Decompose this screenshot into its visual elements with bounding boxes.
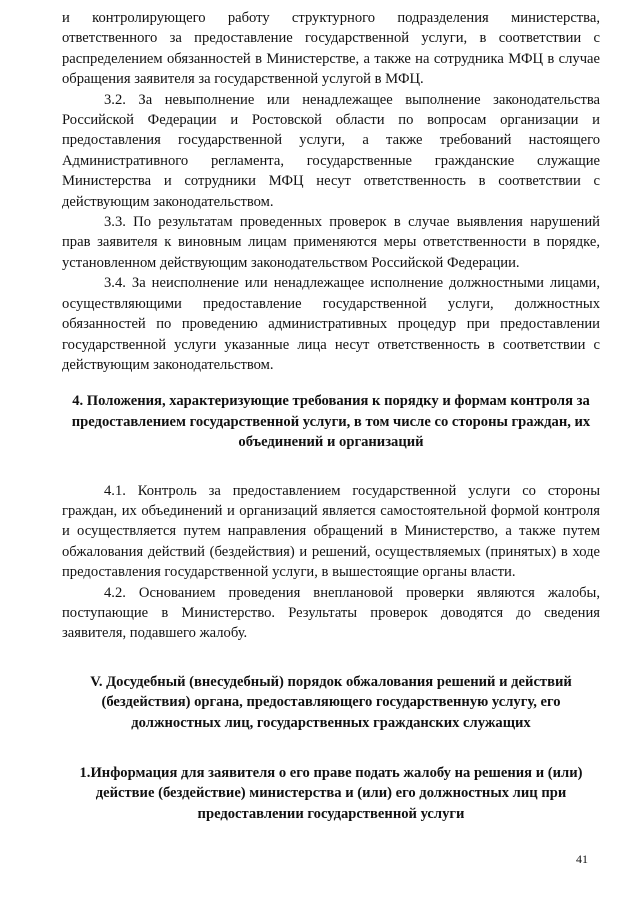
paragraph-3-3: 3.3. По результатам проведенных проверок в случае выявления нарушений прав заявителя к виновным лицам применяются меры ответственности в порядке, установленном действующим законодательством Российской Федерации. xyxy=(62,214,600,271)
section-heading-v: V. Досудебный (внесудебный) порядок обжалования решений и действий (бездействия) органа, предоставляющего государственную услугу, его должностных лиц, государственных гражданских служащих xyxy=(90,673,572,731)
paragraph-continuation: и контролирующего работу структурного подразделения министерства, ответственного за предоставление государственной услуги, в соответствии с распределением обязанностей в Министерстве, а также на сотрудника МФЦ в случае обращения заявителя за государственной услугой в МФЦ. xyxy=(62,10,600,88)
paragraph-4-1: 4.1. Контроль за предоставлением государственной услуги со стороны граждан, их объединений и организаций является самостоятельной формой контроля и осуществляется путем направления обращений в Министерство, а также путем обжалования действий (бездействия) и решений, осуществляемых (принятых) в ходе предоставления государственной услуги, в вышестоящие органы власти. xyxy=(62,482,600,581)
subsection-heading-1: 1.Информация для заявителя о его праве подать жалобу на решения и (или) действие (бездействие) министерства и (или) его должностных лиц при предоставлении государственной услуги xyxy=(79,765,583,822)
section-heading-4: 4. Положения, характеризующие требования к порядку и формам контроля за предоставлением государственной услуги, в том числе со стороны граждан, их объединений и организаций xyxy=(71,393,591,451)
page-number: 41 xyxy=(576,852,588,866)
paragraph-3-2: 3.2. За невыполнение или ненадлежащее выполнение законодательства Российской Федерации и Ростовской области по вопросам организации и предоставления государственной услуги, а также требований настоящего Административного регламента, государственные гражданские служащие Министерства и сотрудники МФЦ несут ответственность в соответствии с действующим законодательством. xyxy=(62,91,600,210)
paragraph-3-4: 3.4. За неисполнение или ненадлежащее исполнение должностными лицами, осуществляющими предоставление государственной услуги, должностных обязанностей по проведению административных процедур при предоставлении государственной услуги указанные лица несут ответственность в соответствии с действующим законодательством. xyxy=(62,275,600,373)
paragraph-4-2: 4.2. Основанием проведения внеплановой проверки являются жалобы, поступающие в Министерство. Результаты проверок доводятся до сведения заявителя, подавшего жалобу. xyxy=(62,584,600,642)
